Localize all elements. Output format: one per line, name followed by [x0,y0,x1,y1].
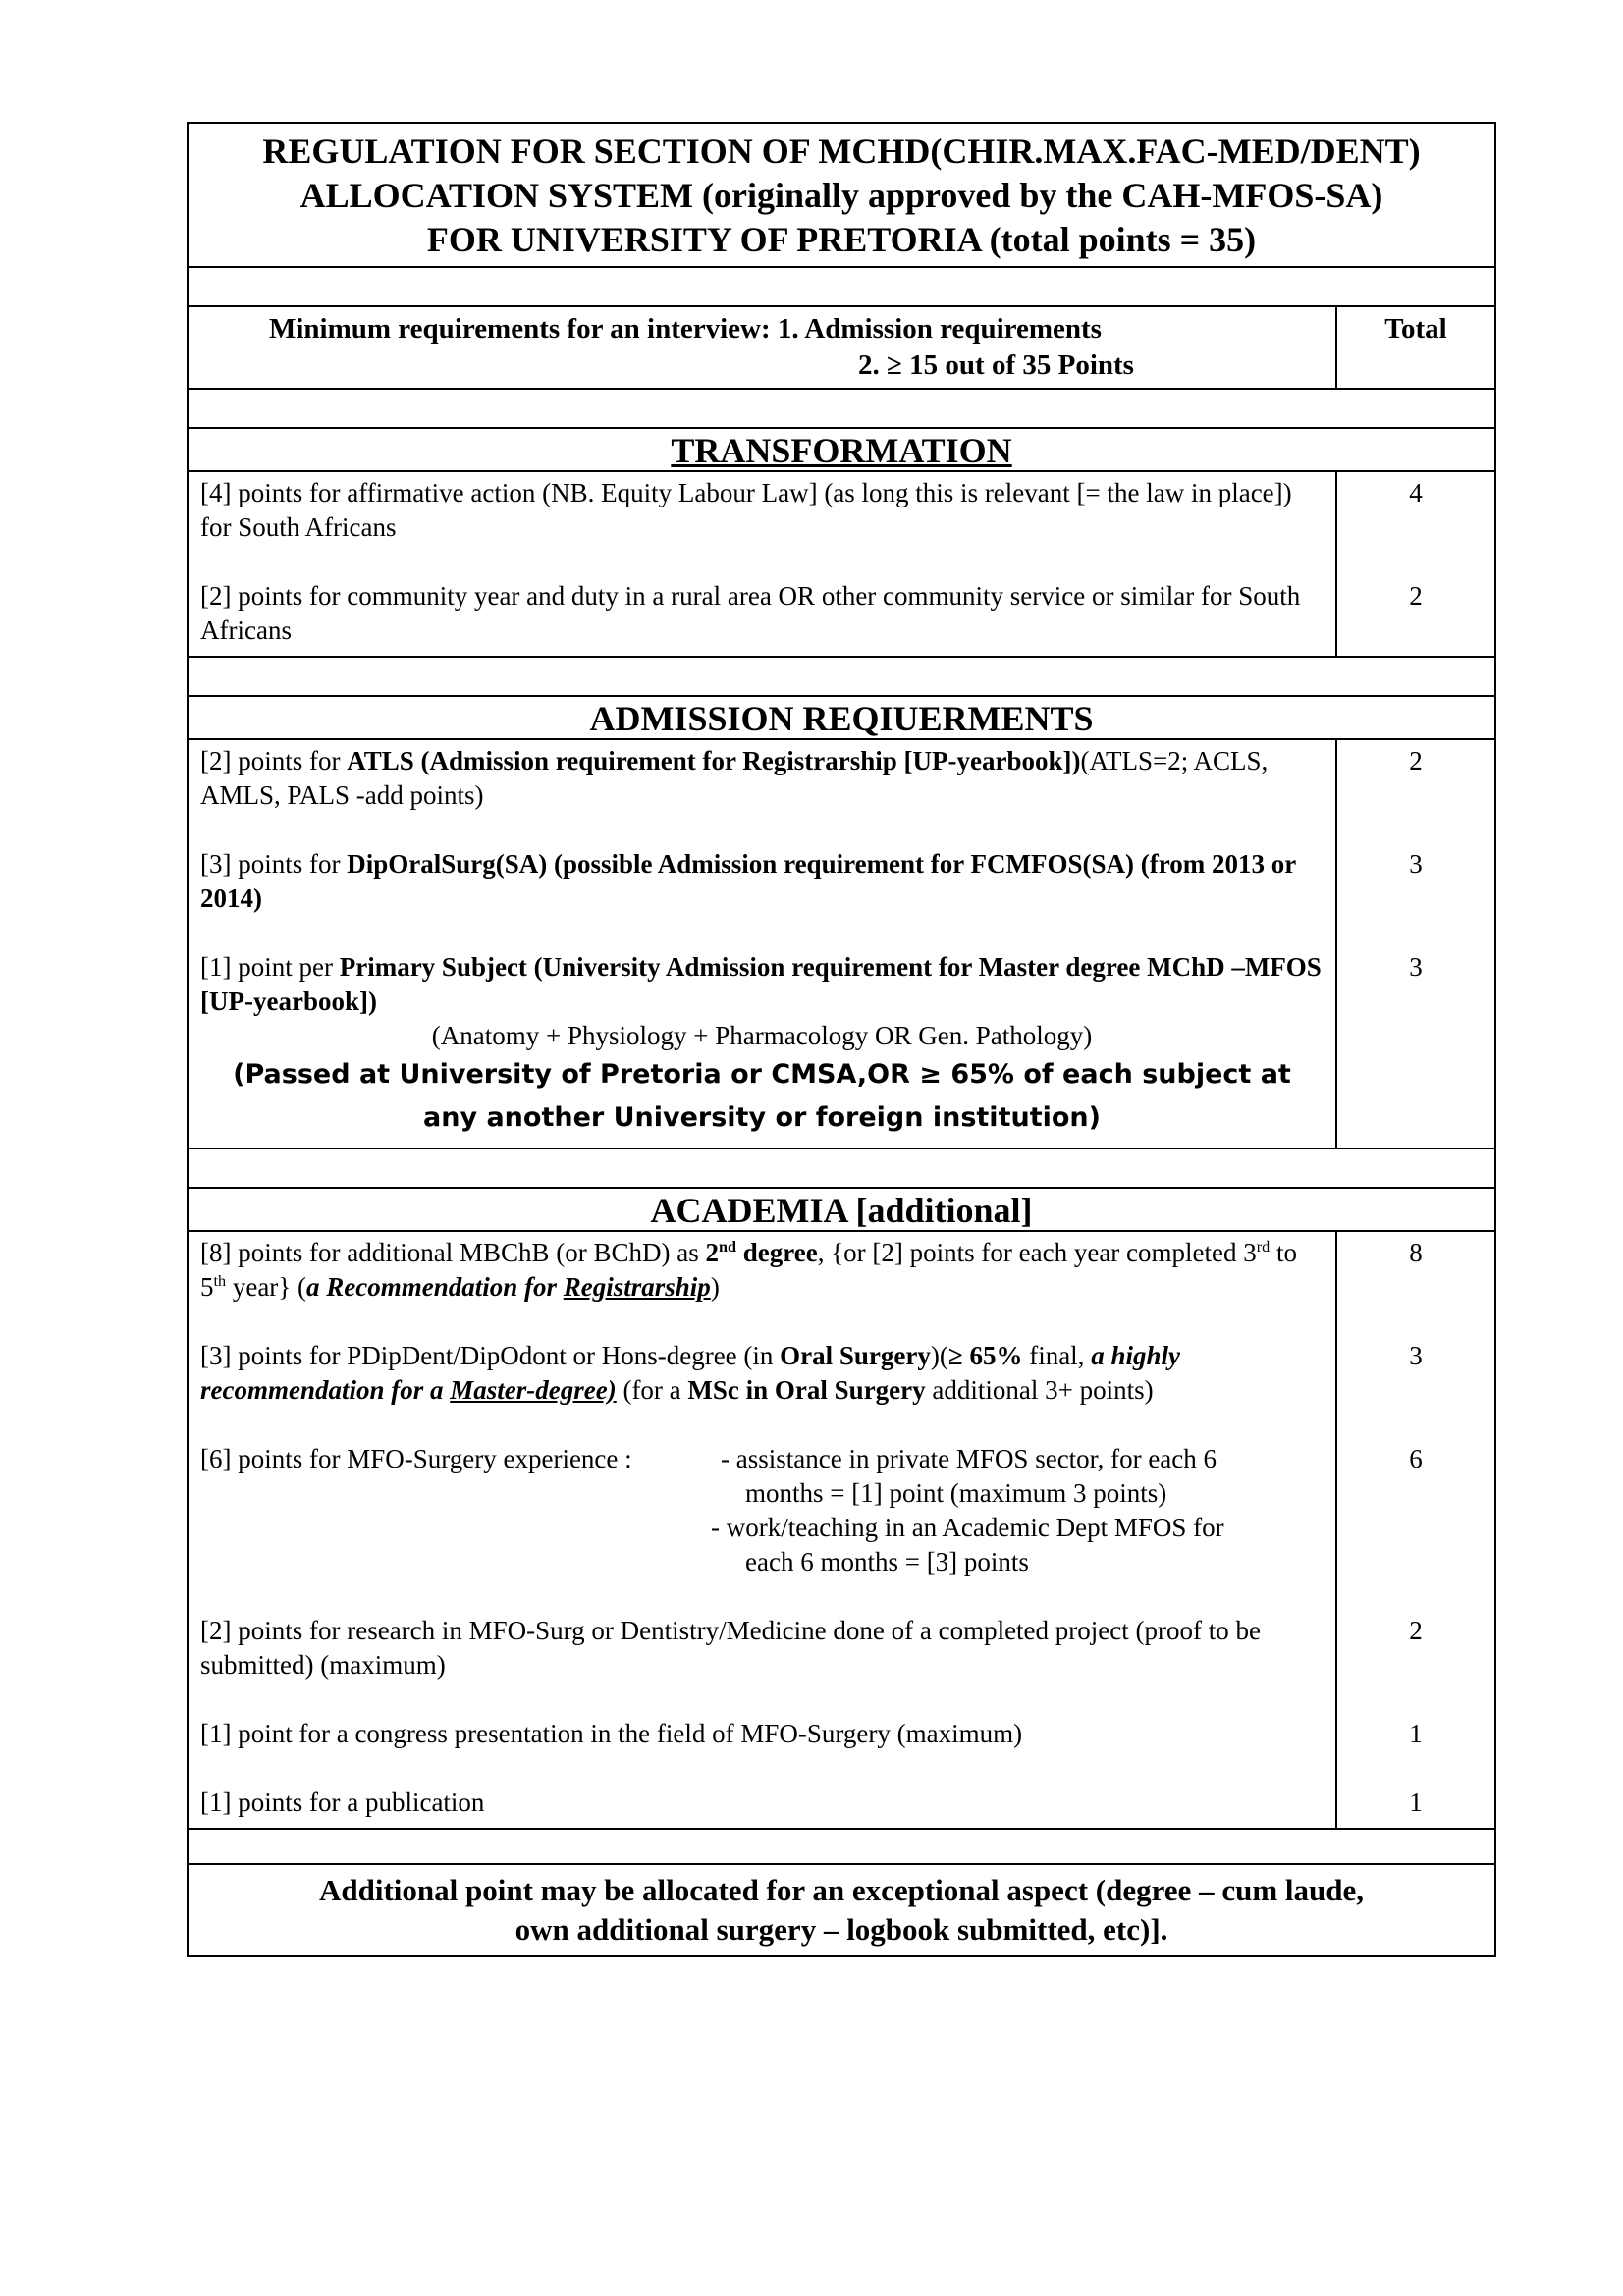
title-line-3: FOR UNIVERSITY OF PRETORIA (total points = 35) [426,220,1257,259]
spacer-row [189,658,1494,697]
spacer-row [189,390,1494,429]
atls-total: 2 [1409,746,1423,775]
publication-total: 1 [1409,1788,1423,1817]
additional-points-line-2: own additional surgery – logbook submitted, etc)]. [514,1912,1168,1947]
dip-oral-surg-total: 3 [1409,849,1423,879]
research-item: [2] points for research in MFO-Surg or Dentistry/Medicine done of a completed project (proof to be submitted) (maximum) [200,1616,1261,1680]
primary-subject-note-1: (Passed at University of Pretoria or CMSA,OR ≥ 65% of each subject at [233,1059,1291,1090]
primary-subject-note-2: any another University or foreign institution) [423,1102,1101,1133]
publication-item: [1] points for a publication [200,1788,485,1817]
additional-points-line-1: Additional point may be allocated for an exceptional aspect (degree – cum laude, [318,1873,1364,1907]
section-heading-transformation: TRANSFORMATION [189,429,1494,472]
atls-item: [2] points for ATLS (Admission requirement for Registrarship [UP-yearbook])(ATLS=2; ACLS, AMLS, PALS -add points) [200,746,1269,810]
academia-items [189,1232,1494,1830]
mfo-experience-total: 6 [1409,1444,1423,1473]
congress-total: 1 [1409,1719,1423,1748]
primary-subject-total: 3 [1409,952,1423,982]
community-year-item: [2] points for community year and duty in a rural area OR other community service or similar for South Africans [200,581,1301,645]
total-column-header: Total [1384,313,1447,345]
pdipdent-item: [3] points for PDipDent/DipOdont or Hons-degree (in Oral Surgery)(≥ 65% final, a highly recommendation for a Master-degree) (for a MSc in Oral Surgery additional 3+ points) [200,1341,1180,1405]
spacer-row [189,268,1494,307]
primary-subject-list: (Anatomy + Physiology + Pharmacology OR Gen. Pathology) [431,1021,1093,1050]
research-total: 2 [1409,1616,1423,1645]
affirmative-action-total: 4 [1409,478,1423,507]
minimum-requirements-line-2: 2. ≥ 15 out of 35 Points [858,349,1134,381]
document-title [189,124,1494,268]
primary-subject-item: [1] point per Primary Subject (University Admission requirement for Master degree MChD –MFOS [UP-yearbook]) [200,952,1322,1016]
title-line-1: REGULATION FOR SECTION OF MCHD(CHIR.MAX.FAC-MED/DENT) [262,132,1421,171]
title-line-2: ALLOCATION SYSTEM (originally approved by the CAH-MFOS-SA) [299,176,1383,215]
mbchb-item: [8] points for additional MBChB (or BChD) as 2nd degree, {or [2] points for each year completed 3rd to 5th year} (a Recommendation for Registrarship) [200,1238,1297,1302]
spacer-row [189,1149,1494,1189]
affirmative-action-item: [4] points for affirmative action (NB. Equity Labour Law] (as long this is relevant [= the law in place]) for South Africans [200,478,1292,542]
pdipdent-total: 3 [1409,1341,1423,1370]
regulation-document [187,122,1496,1957]
spacer-row [189,1830,1494,1865]
transformation-items [189,472,1494,658]
admission-items [189,740,1494,1149]
dip-oral-surg-item: [3] points for DipOralSurg(SA) (possible Admission requirement for FCMFOS(SA) (from 2013 or 2014) [200,849,1296,913]
minimum-requirements-line-1: Minimum requirements for an interview: 1. Admission requirements [269,313,1102,345]
community-year-total: 2 [1409,581,1423,611]
section-heading-academia: ACADEMIA [additional] [189,1189,1494,1232]
mbchb-total: 8 [1409,1238,1423,1267]
mfo-experience-item: [6] points for MFO-Surgery experience : - assistance in private MFOS sector, for each 6 months = [1] point (maximum 3 points) - work/teaching in an Academic Dept MFOS for each 6 months = [3] points [200,1444,1224,1576]
section-heading-admission: ADMISSION REQIUERMENTS [189,697,1494,740]
minimum-requirements-row [189,307,1494,390]
additional-points-note [189,1865,1494,1955]
congress-item: [1] point for a congress presentation in the field of MFO-Surgery (maximum) [200,1719,1023,1748]
